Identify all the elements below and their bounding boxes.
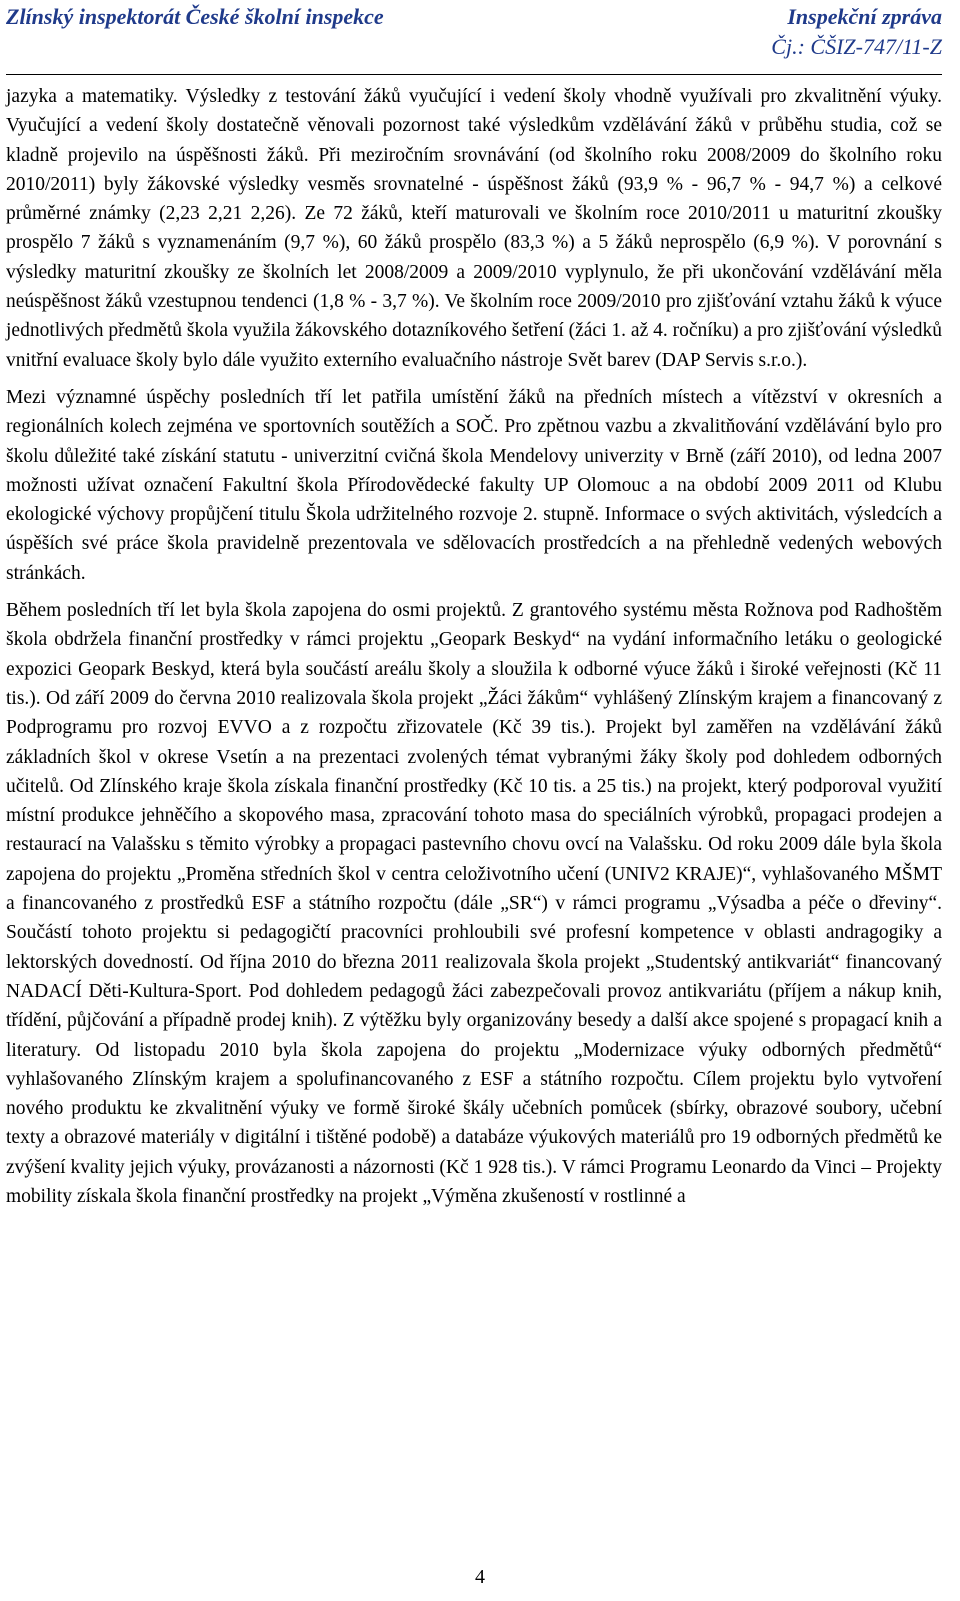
paragraph-projects: Během posledních tří let byla škola zapojena do osmi projektů. Z grantového systému města Rožnova pod Radhoštěm škola obdržela finanční prostředky v rámci projektu „Geopark Beskyd“ na vydání informačního letáku o geologické expozici Geopark Beskyd, která byla součástí areálu školy a sloužila k odborné výuce žáků i široké veřejnosti (Kč 11 tis.). Od září 2009 do června 2010 realizovala škola projekt „Žáci žákům“ vyhlášený Zlínským krajem a financovaný z Podprogramu pro rozvoj EVVO a z rozpočtu zřizovatele (Kč 39 tis.). Projekt byl zaměřen na vzdělávání žáků základních škol v okrese Vsetín a na prezentaci zvolených témat vybranými žáky školy pod dohledem odborných učitelů. Od Zlínského kraje škola získala finanční prostředky (Kč 10 tis. a 25 tis.) na projekt, který podporoval využití místní produkce jehněčího a skopového masa, zpracování tohoto masa do speciálních výrobků, propagaci prodejen a restaurací na Valašsku s těmito výrobky a propagaci pastevního chovu ovcí na Valašsku. Od roku 2009 dále byla škola zapojena do projektu „Proměna středních škol v centra celoživotního učení (UNIV2 KRAJE)“, vyhlašovaného MŠMT a financovaného z prostředků ESF a státního rozpočtu (dále „SR“) v rámci programu „Výsadba a péče o dřeviny“. Součástí tohoto projektu si pedagogičtí pracovníci prohloubili své profesní kompetence v oblasti andragogiky a lektorských dovedností. Od října 2010 do března 2011 realizovala škola projekt „Studentský antikvariát“ financovaný NADACÍ Děti-Kultura-Sport. Pod dohledem pedagogů žáci zabezpečovali provoz antikvariátu (příjem a nákup knih, třídění, půjčování a případně prodej knih). Z výtěžku byly organizovány besedy a další akce spojené s propagací knih a literatury. Od listopadu 2010 byla škola zapojena do projektu „Modernizace výuky odborných předmětů“ vyhlašovaného Zlínským krajem a spolufinancovaného z ESF a státního rozpočtu. Cílem projektu bylo vytvoření nového produktu ke zkvalitnění výuky ve formě široké škály učebních pomůcek (sbírky, obrazové soubory, učební texty a obrazové materiály v digitální i tištěné podobě) a databáze výukových materiálů pro 19 odborných předmětů ke zvýšení kvality jejich výuky, provázanosti a názornosti (Kč 1 928 tis.). V rámci Programu Leonardo da Vinci – Projekty mobility získala škola finanční prostředky na projekt „Výměna zkušeností v rostlinné a — [6, 600, 942, 1207]
header-document-type: Inspekční zpráva — [787, 4, 942, 29]
paragraph-achievements: Mezi významné úspěchy posledních tří let patřila umístění žáků na předních místech a vítězství v okresních a regionálních kolech zejména ve sportovních soutěžích a SOČ. Pro zpětnou vazbu a zkvalitňování vzdělávání bylo pro školu důležité také získání statutu - univerzitní cvičná škola Mendelovy univerzity v Brně (září 2010), od ledna 2007 možnosti užívat označení Fakultní škola Přírodovědecké fakulty UP Olomouc a na období 2009 2011 od Klubu ekologické výchovy propůjčení titulu Škola udržitelného rozvoje 2. stupně. Informace o svých aktivitách, výsledcích a úspěších své práce škola pravidelně prezentovala ve sdělovacích prostředcích a na přehledně vedených webových stránkách. — [6, 386, 942, 584]
page-header — [6, 4, 942, 70]
header-divider — [6, 74, 942, 75]
page-number: 4 — [475, 1566, 485, 1588]
paragraph-results: jazyka a matematiky. Výsledky z testování žáků vyučující i vedení školy vhodně využívali pro zkvalitnění výuky. Vyučující a vedení školy dostatečně věnovali pozornost také výsledkům vzdělávání žáků v průběhu studia, což se kladně projevilo na úspěšnosti žáků. Při meziročním srovnávání (od školního roku 2008/2009 do školního roku 2010/2011) byly žákovské výsledky vesměs srovnatelné - úspěšnost žáků (93,9 % - 96,7 % - 94,7 %) a celkové průměrné známky (2,23 2,21 2,26). Ze 72 žáků, kteří maturovali ve školním roce 2010/2011 u maturitní zkoušky prospělo 7 žáků s vyznamenáním (9,7 %), 60 žáků prospělo (83,3 %) a 5 žáků neprospělo (6,9 %). V porovnání s výsledky maturitní zkoušky ze školních let 2008/2009 a 2009/2010 vyplynulo, že při ukončování vzdělávání měla neúspěšnost žáků vzestupnou tendenci (1,8 % - 3,7 %). Ve školním roce 2009/2010 pro zjišťování vztahu žáků k výuce jednotlivých předmětů škola využila žákovského dotazníkového šetření (žáci 1. až 4. ročníku) a pro zjišťování výsledků vnitřní evaluace školy bylo dále využito externího evaluačního nástroje Svět barev (DAP Servis s.r.o.). — [6, 86, 942, 371]
document-body — [6, 82, 942, 1219]
header-organization: Zlínský inspektorát České školní inspekce — [6, 4, 384, 29]
header-reference-number: Čj.: ČŠIZ-747/11-Z — [771, 34, 942, 59]
